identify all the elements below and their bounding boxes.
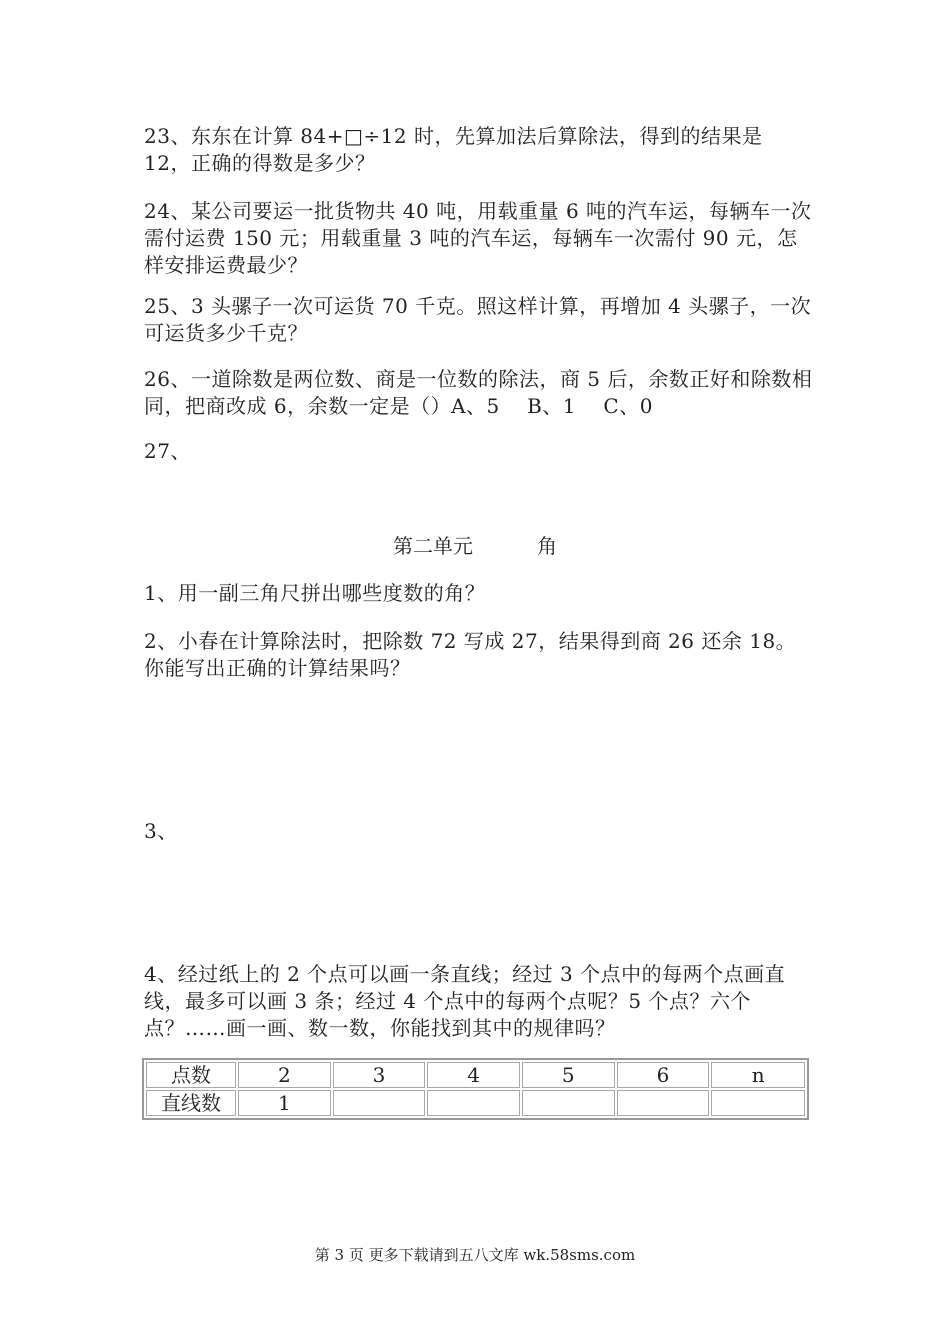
page-footer: 第 3 页 更多下载请到五八文库 wk.58sms.com bbox=[314, 1246, 636, 1264]
question-25: 25、3 头骡子一次可运货 70 千克。照这样计算，再增加 4 头骡子，一次可运货多少千克？ bbox=[144, 294, 812, 345]
row-header-points: 点数 bbox=[146, 1062, 236, 1088]
table-cell bbox=[427, 1090, 520, 1116]
question-27: 27、 bbox=[144, 439, 191, 463]
unit2-question-4: 4、经过纸上的 2 个点可以画一条直线；经过 3 个点中的每两个点画直线，最多可以画 3 条；经过 4 个点中的每两个点呢？5 个点？六个点？……画一画、数一数，你能找到其中的规律吗？ bbox=[144, 962, 786, 1040]
unit2-question-3: 3、 bbox=[144, 819, 178, 843]
table-cell: 4 bbox=[427, 1062, 520, 1088]
unit2-question-1: 1、用一副三角尺拼出哪些度数的角？ bbox=[144, 581, 486, 605]
table-cell bbox=[617, 1090, 710, 1116]
table-cell: 3 bbox=[333, 1062, 426, 1088]
table-cell: n bbox=[711, 1062, 805, 1088]
question-24: 24、某公司要运一批货物共 40 吨，用载重量 6 吨的汽车运，每辆车一次需付运费 150 元；用载重量 3 吨的汽车运，每辆车一次需付 90 元，怎样安排运费最少？ bbox=[144, 199, 812, 277]
table-cell: 1 bbox=[238, 1090, 331, 1116]
table-cell: 2 bbox=[238, 1062, 331, 1088]
table-cell: 6 bbox=[617, 1062, 710, 1088]
unit-topic: 角 bbox=[537, 534, 557, 558]
points-lines-table bbox=[142, 1058, 809, 1120]
table-row bbox=[146, 1062, 805, 1088]
table-row bbox=[146, 1090, 805, 1116]
question-26: 26、一道除数是两位数、商是一位数的除法，商 5 后，余数正好和除数相同，把商改成 6，余数一定是（）A、5 B、1 C、0 bbox=[144, 367, 813, 418]
row-header-lines: 直线数 bbox=[146, 1090, 236, 1116]
table-cell: 5 bbox=[522, 1062, 615, 1088]
table-cell bbox=[711, 1090, 805, 1116]
section-title bbox=[0, 533, 950, 560]
table-cell bbox=[522, 1090, 615, 1116]
unit-label: 第二单元 bbox=[393, 534, 473, 558]
unit2-question-2: 2、小春在计算除法时，把除数 72 写成 27，结果得到商 26 还余 18。你能写出正确的计算结果吗？ bbox=[144, 629, 797, 680]
question-23: 23、东东在计算 84+□÷12 时，先算加法后算除法，得到的结果是 12，正确的得数是多少？ bbox=[144, 124, 763, 175]
table-cell bbox=[333, 1090, 426, 1116]
